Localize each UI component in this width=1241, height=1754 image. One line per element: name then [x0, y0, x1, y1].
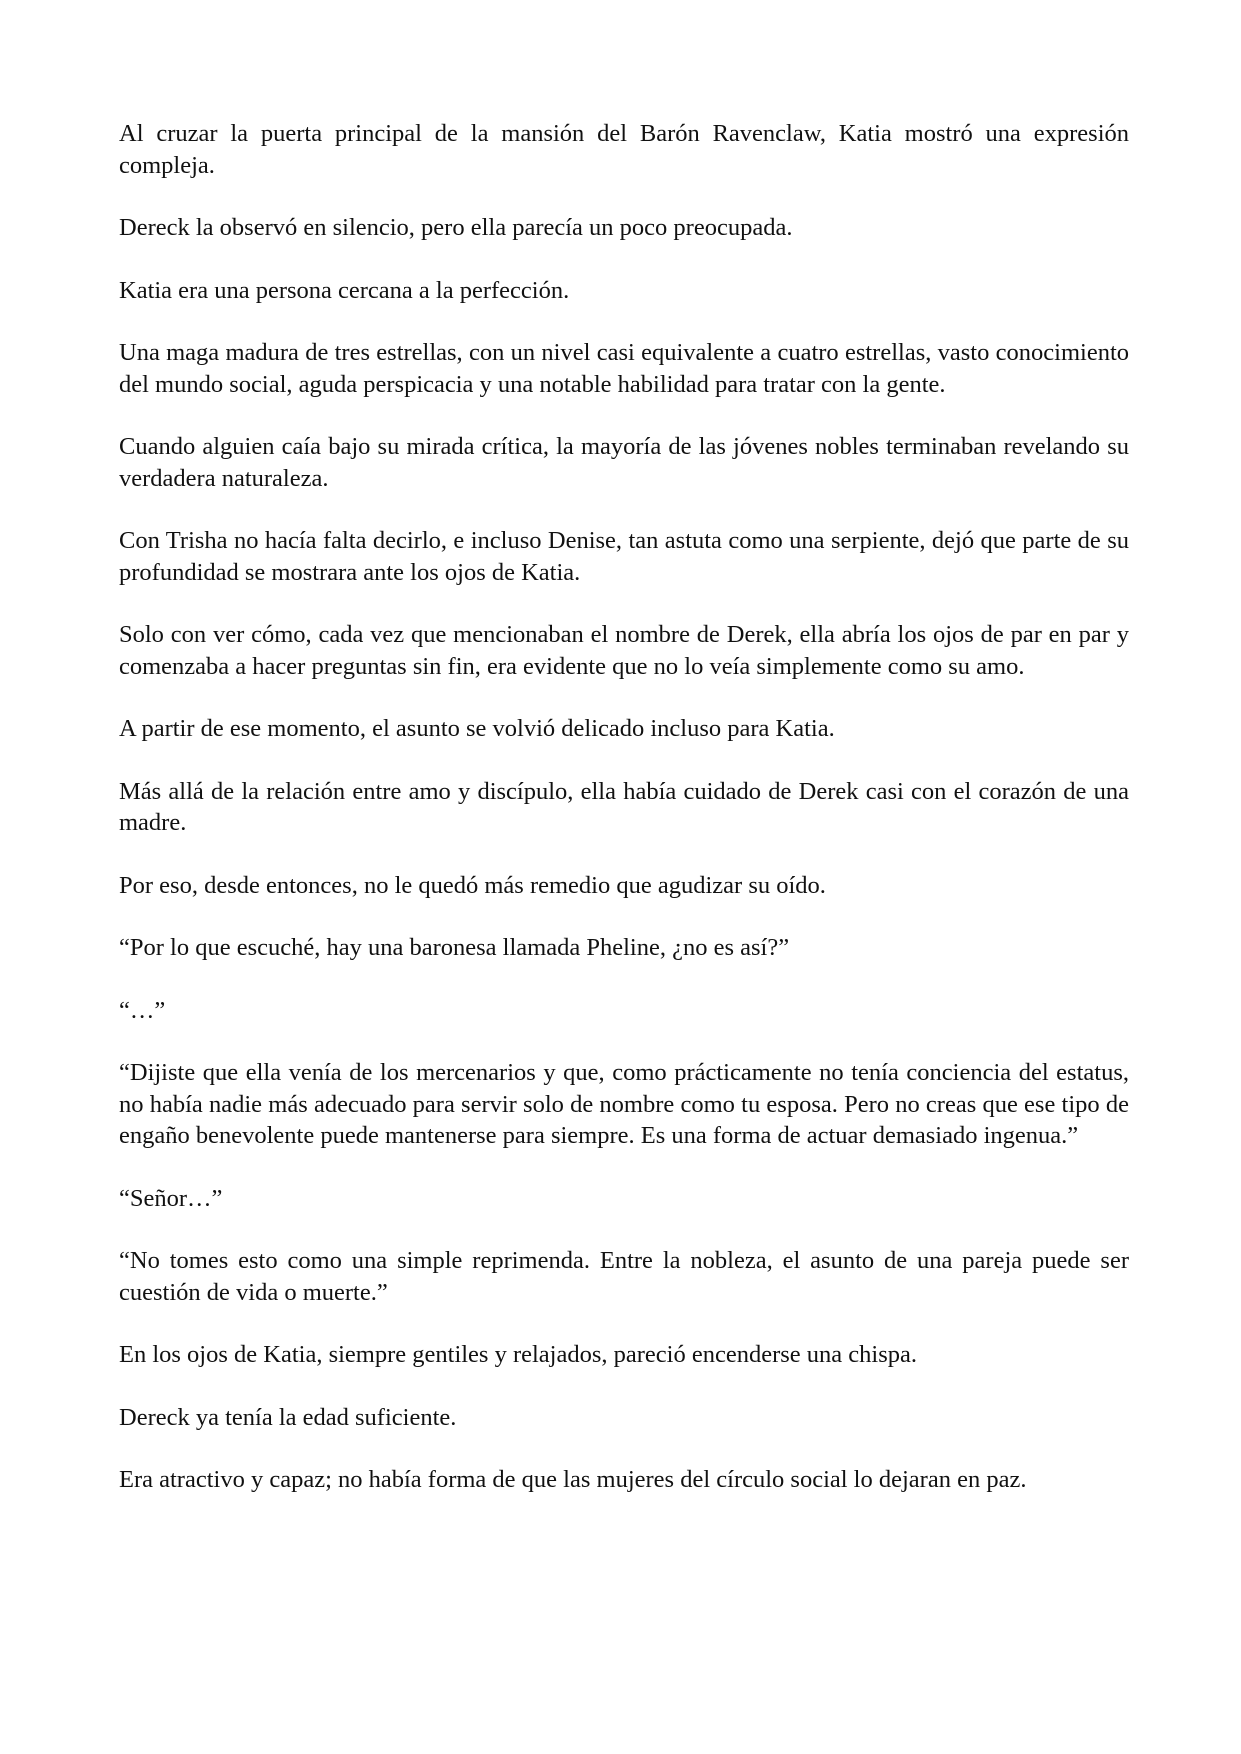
paragraph: Por eso, desde entonces, no le quedó más remedio que agudizar su oído.	[119, 871, 826, 899]
paragraph: Con Trisha no hacía falta decirlo, e incluso Denise, tan astuta como una serpiente, dejó que parte de su profundidad se mostrara ante los ojos de Katia.	[119, 527, 1129, 586]
paragraph: “No tomes esto como una simple reprimenda. Entre la nobleza, el asunto de una pareja puede ser cuestión de vida o muerte.”	[119, 1247, 1129, 1306]
paragraph: Dereck la observó en silencio, pero ella parecía un poco preocupada.	[119, 214, 793, 241]
paragraph: Katia era una persona cercana a la perfección.	[119, 276, 570, 304]
paragraph: “…”	[119, 996, 166, 1024]
paragraph: Era atractivo y capaz; no había forma de que las mujeres del círculo social lo dejaran en paz.	[119, 1466, 1027, 1493]
paragraph: “Por lo que escuché, hay una baronesa llamada Pheline, ¿no es así?”	[119, 934, 790, 961]
document-body	[119, 118, 1129, 1527]
paragraph: A partir de ese momento, el asunto se volvió delicado incluso para Katia.	[119, 715, 835, 742]
paragraph: Cuando alguien caía bajo su mirada crítica, la mayoría de las jóvenes nobles terminaban revelando su verdadera naturaleza.	[119, 433, 1129, 492]
paragraph: Dereck ya tenía la edad suficiente.	[119, 1403, 457, 1431]
paragraph: Al cruzar la puerta principal de la mansión del Barón Ravenclaw, Katia mostró una expresión compleja.	[119, 120, 1129, 179]
paragraph: “Señor…”	[119, 1184, 223, 1212]
paragraph: Más allá de la relación entre amo y discípulo, ella había cuidado de Derek casi con el corazón de una madre.	[119, 777, 1129, 836]
paragraph: Solo con ver cómo, cada vez que mencionaban el nombre de Derek, ella abría los ojos de par en par y comenzaba a hacer preguntas sin fin, era evidente que no lo veía simplemente como su amo.	[119, 621, 1129, 680]
paragraph: Una maga madura de tres estrellas, con un nivel casi equivalente a cuatro estrellas, vasto conocimiento del mundo social, aguda perspicacia y una notable habilidad para tratar con la gente.	[119, 339, 1129, 398]
paragraph: “Dijiste que ella venía de los mercenarios y que, como prácticamente no tenía conciencia del estatus, no había nadie más adecuado para servir solo de nombre como tu esposa. Pero no creas que ese tipo de engaño benevolente puede mantenerse para siempre. Es una forma de actuar demasiado ingenua.”	[119, 1059, 1129, 1149]
paragraph: En los ojos de Katia, siempre gentiles y relajados, pareció encenderse una chispa.	[119, 1341, 918, 1368]
